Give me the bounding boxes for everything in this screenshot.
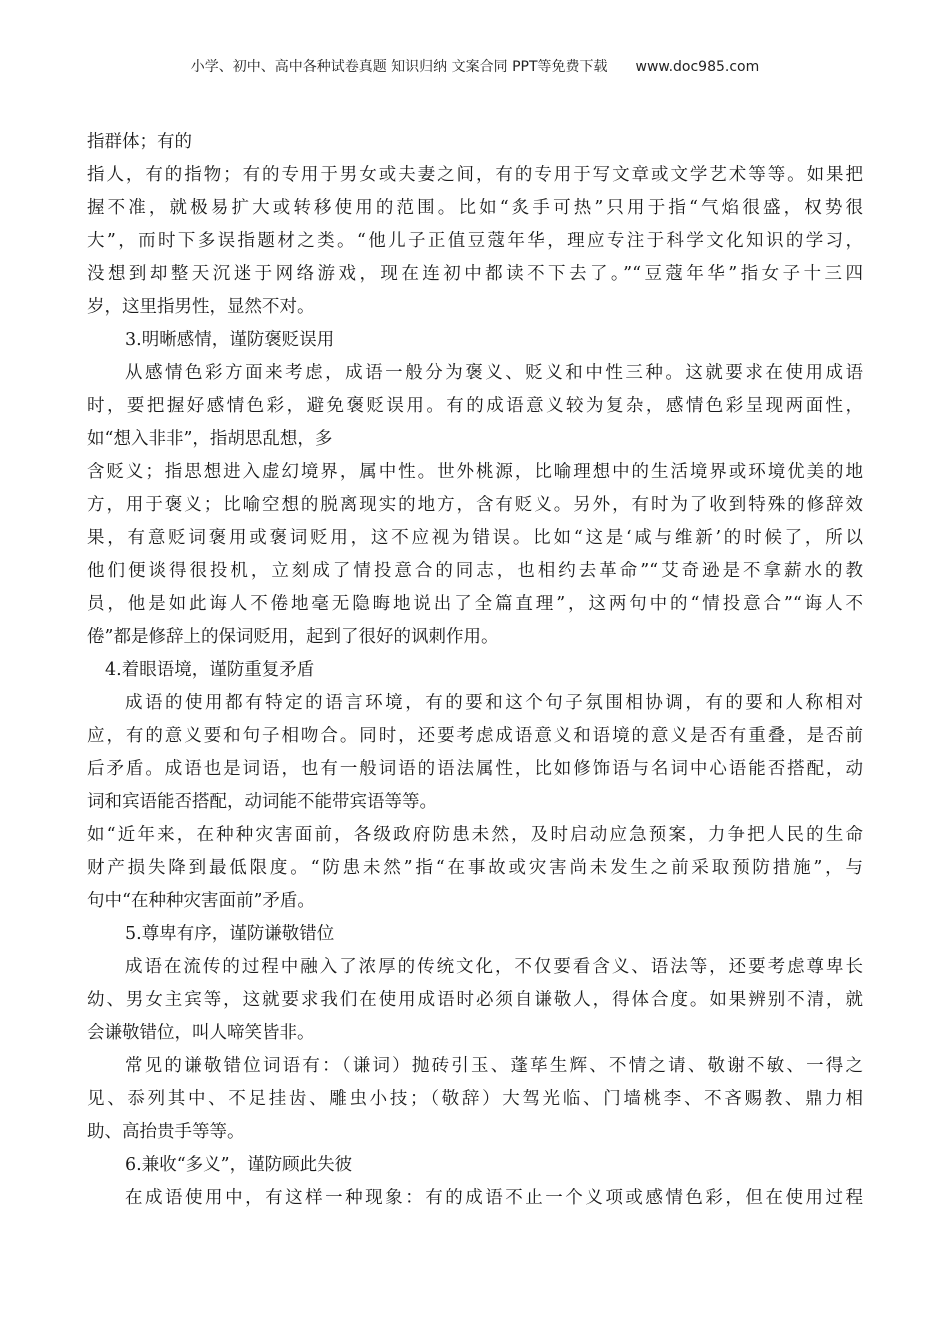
text-line: 会谦敬错位，叫人啼笑皆非。 bbox=[87, 1023, 315, 1043]
text-line: 句中“在种种灾害面前”矛盾。 bbox=[87, 891, 315, 911]
text-line: 成语的使用都有特定的语言环境，有的要和这个句子氛围相协调，有的要和人称相对 bbox=[125, 693, 863, 713]
text-line: 3.明晰感情，谨防褒贬误用 bbox=[125, 330, 335, 350]
text-line: 在成语使用中，有这样一种现象：有的成语不止一个义项或感情色彩，但在使用过程 bbox=[125, 1188, 863, 1208]
text-line: 后矛盾。成语也是词语，也有一般词语的语法属性，比如修饰语与名词中心语能否搭配，动 bbox=[87, 759, 863, 779]
text-line: 词和宾语能否搭配，动词能不能带宾语等等。 bbox=[87, 792, 437, 812]
text-line: 含贬义；指思想进入虚幻境界，属中性。世外桃源，比喻理想中的生活境界或环境优美的地 bbox=[87, 462, 863, 482]
text-line: 如“想入非非”，指胡思乱想，多 bbox=[87, 429, 333, 449]
header-text: 小学、初中、高中各种试卷真题 知识归纳 文案合同 PPT等免费下载 bbox=[190, 59, 608, 75]
text-line: 如“近年来，在种种灾害面前，各级政府防患未然，及时启动应急预案，力争把人民的生命 bbox=[87, 825, 863, 845]
text-line: 5.尊卑有序，谨防谦敬错位 bbox=[125, 924, 335, 944]
text-line: 果，有意贬词褒用或褒词贬用，这不应视为错误。比如“这是‘咸与维新’的时候了，所以 bbox=[87, 528, 863, 548]
text-line: 时，要把握好感情色彩，避免褒贬误用。有的成语意义较为复杂，感情色彩呈现两面性， bbox=[87, 396, 863, 416]
text-line: 从感情色彩方面来考虑，成语一般分为褒义、贬义和中性三种。这就要求在使用成语 bbox=[125, 363, 863, 383]
page-header bbox=[0, 56, 950, 76]
text-line: 成语在流传的过程中融入了浓厚的传统文化，不仅要看含义、语法等，还要考虑尊卑长 bbox=[125, 957, 863, 977]
text-line: 应，有的意义要和句子相吻合。同时，还要考虑成语意义和语境的意义是否有重叠，是否前 bbox=[87, 726, 863, 746]
text-line: 岁，这里指男性，显然不对。 bbox=[87, 297, 315, 317]
text-line: 大”，而时下多误指题材之类。“他儿子正值豆蔻年华，理应专注于科学文化知识的学习， bbox=[87, 231, 863, 251]
text-line: 4.着眼语境，谨防重复矛盾 bbox=[105, 660, 315, 680]
header-website[interactable]: www.doc985.com bbox=[635, 59, 760, 75]
text-line: 员，他是如此诲人不倦地毫无隐晦地说出了全篇直理”，这两句中的“情投意合”“诲人不 bbox=[87, 594, 863, 614]
text-line: 见、忝列其中、不足挂齿、雕虫小技；（敬辞）大驾光临、门墙桃李、不吝赐教、鼎力相 bbox=[87, 1089, 863, 1109]
document-body bbox=[87, 126, 863, 1215]
text-line: 握不准，就极易扩大或转移使用的范围。比如“炙手可热”只用于指“气焰很盛，权势很 bbox=[87, 198, 863, 218]
text-line: 他们便谈得很投机，立刻成了情投意合的同志，也相约去革命”“艾奇逊是不拿薪水的教 bbox=[87, 561, 863, 581]
text-line: 财产损失降到最低限度。“防患未然”指“在事故或灾害尚未发生之前采取预防措施”，与 bbox=[87, 858, 863, 878]
text-line: 助、高抬贵手等等。 bbox=[87, 1122, 245, 1142]
text-line: 幼、男女主宾等，这就要求我们在使用成语时必须自谦敬人，得体合度。如果辨别不清，就 bbox=[87, 990, 863, 1010]
text-line: 指人，有的指物；有的专用于男女或夫妻之间，有的专用于写文章或文学艺术等等。如果把 bbox=[87, 165, 863, 185]
text-line: 6.兼收“多义”，谨防顾此失彼 bbox=[125, 1155, 353, 1175]
text-line: 方，用于褒义；比喻空想的脱离现实的地方，含有贬义。另外，有时为了收到特殊的修辞效 bbox=[87, 495, 863, 515]
text-line: 倦”都是修辞上的保词贬用，起到了很好的讽刺作用。 bbox=[87, 627, 499, 647]
text-line: 没想到却整天沉迷于网络游戏，现在连初中都读不下去了。”“豆蔻年华”指女子十三四 bbox=[87, 264, 863, 284]
text-line: 指群体；有的 bbox=[87, 132, 192, 152]
text-line: 常见的谦敬错位词语有：（谦词）抛砖引玉、蓬荜生辉、不情之请、敬谢不敏、一得之 bbox=[125, 1056, 863, 1076]
